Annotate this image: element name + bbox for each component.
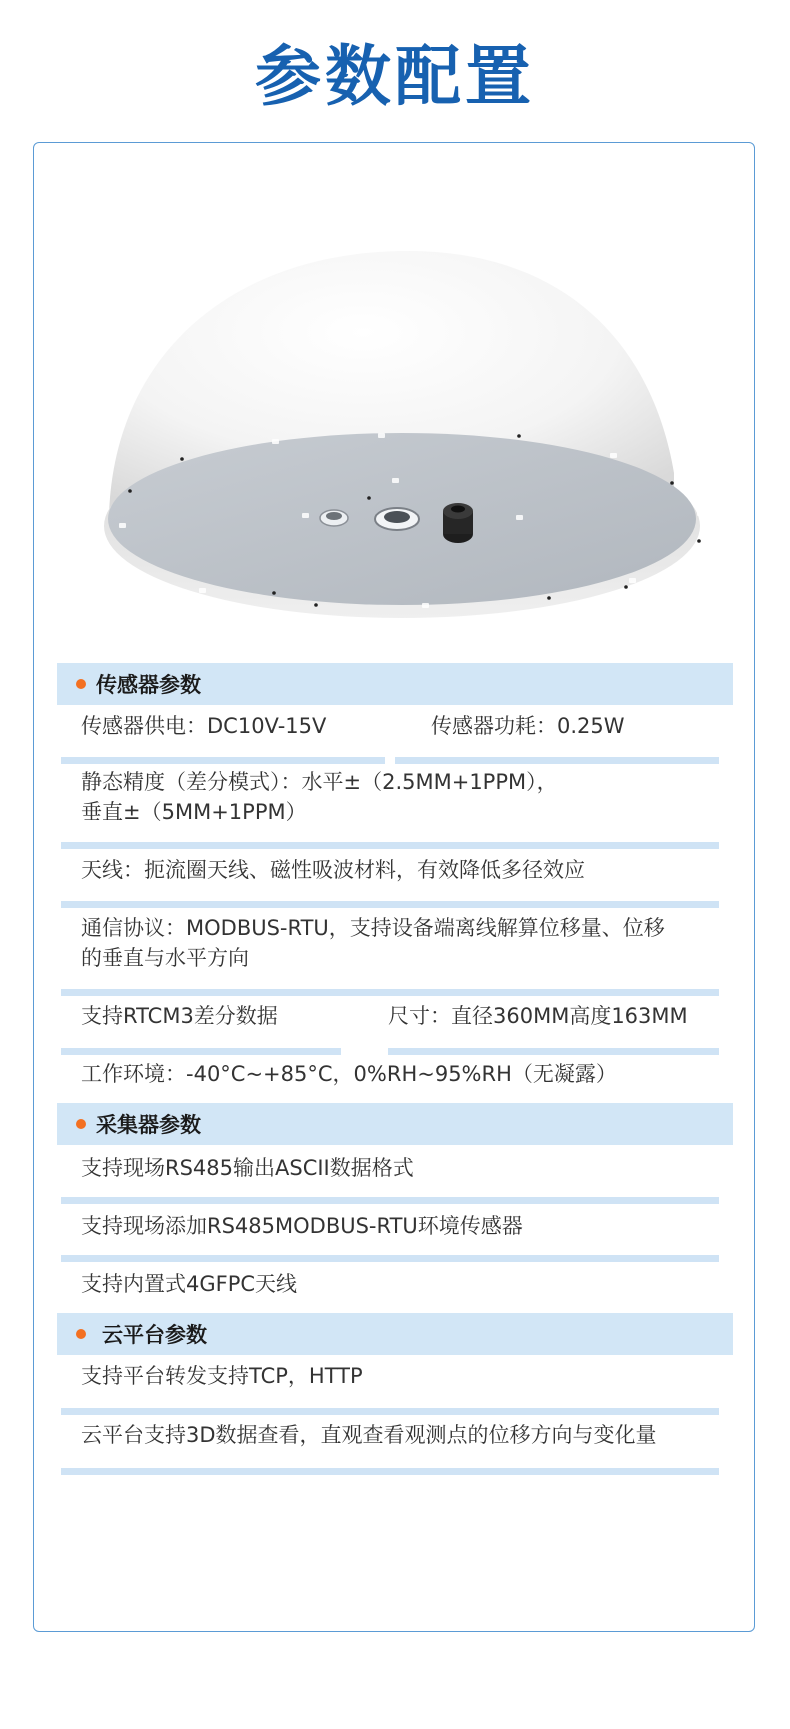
spec-text-line1: 通信协议：MODBUS-RTU，支持设备端离线解算位移量、位移: [81, 916, 665, 940]
spec-row-rs485-ascii: [61, 1153, 719, 1204]
spec-text: 支持现场RS485输出ASCII数据格式: [81, 1156, 414, 1180]
spec-text: 支持平台转发支持TCP，HTTP: [81, 1364, 363, 1388]
spec-row-rtcm3: [61, 1001, 341, 1055]
row-divider-bar: [61, 842, 719, 849]
spec-text: 云平台支持3D数据查看，直观查看观测点的位移方向与变化量: [81, 1423, 657, 1447]
row-divider-bar: [61, 1255, 719, 1262]
bullet-dot-icon: [76, 1119, 86, 1129]
section-title: 传感器参数: [96, 673, 201, 697]
gnss-dome-sensor-image: [34, 143, 756, 703]
row-divider-bar: [388, 1048, 719, 1055]
spec-text: 支持RTCM3差分数据: [81, 1004, 278, 1028]
section-title: 云平台参数: [102, 1323, 207, 1347]
spec-text: 支持现场添加RS485MODBUS-RTU环境传感器: [81, 1214, 523, 1238]
spec-text-line2: 的垂直与水平方向: [81, 946, 249, 970]
row-divider-bar: [61, 757, 385, 764]
spec-text: 尺寸：直径360MM高度163MM: [388, 1004, 688, 1028]
spec-text: 工作环境：-40°C~+85°C，0%RH~95%RH（无凝露）: [81, 1062, 617, 1086]
spec-text: 传感器功耗：0.25W: [431, 714, 625, 738]
row-divider-bar: [61, 1197, 719, 1204]
spec-row-3d-view: [61, 1420, 719, 1475]
section-header-cloud: [57, 1313, 733, 1355]
spec-row-forwarding: [61, 1361, 719, 1415]
section-header-sensor: [57, 663, 733, 705]
section-header-collector: [57, 1103, 733, 1145]
spec-row-antenna: [61, 855, 719, 908]
row-divider-bar: [61, 1468, 719, 1475]
row-divider-bar: [61, 901, 719, 908]
spec-row-power-consumption: [395, 711, 719, 764]
spec-text: 传感器供电：DC10V-15V: [81, 714, 327, 738]
spec-row-protocol: [61, 913, 719, 996]
spec-row-dimensions: [388, 1001, 719, 1055]
spec-row-4g-antenna: [61, 1269, 719, 1309]
spec-card: [33, 142, 755, 1632]
page-title: 参数配置: [255, 38, 535, 115]
spec-text-line1: 静态精度（差分模式）：水平±（2.5MM+1PPM），: [81, 770, 558, 794]
spec-row-power-supply: [61, 711, 385, 764]
spec-text-line2: 垂直±（5MM+1PPM）: [81, 800, 307, 824]
row-divider-bar: [61, 1408, 719, 1415]
spec-text: 支持内置式4GFPC天线: [81, 1272, 298, 1296]
row-divider-bar: [61, 1048, 341, 1055]
spec-row-environment: [61, 1059, 719, 1099]
bullet-dot-icon: [76, 1329, 86, 1339]
row-divider-bar: [61, 989, 719, 996]
spec-row-static-accuracy: [61, 767, 719, 849]
section-title: 采集器参数: [96, 1113, 201, 1137]
spec-row-rs485-modbus: [61, 1211, 719, 1262]
row-divider-bar: [395, 757, 719, 764]
spec-text: 天线：扼流圈天线、磁性吸波材料，有效降低多径效应: [81, 858, 585, 882]
bullet-dot-icon: [76, 679, 86, 689]
